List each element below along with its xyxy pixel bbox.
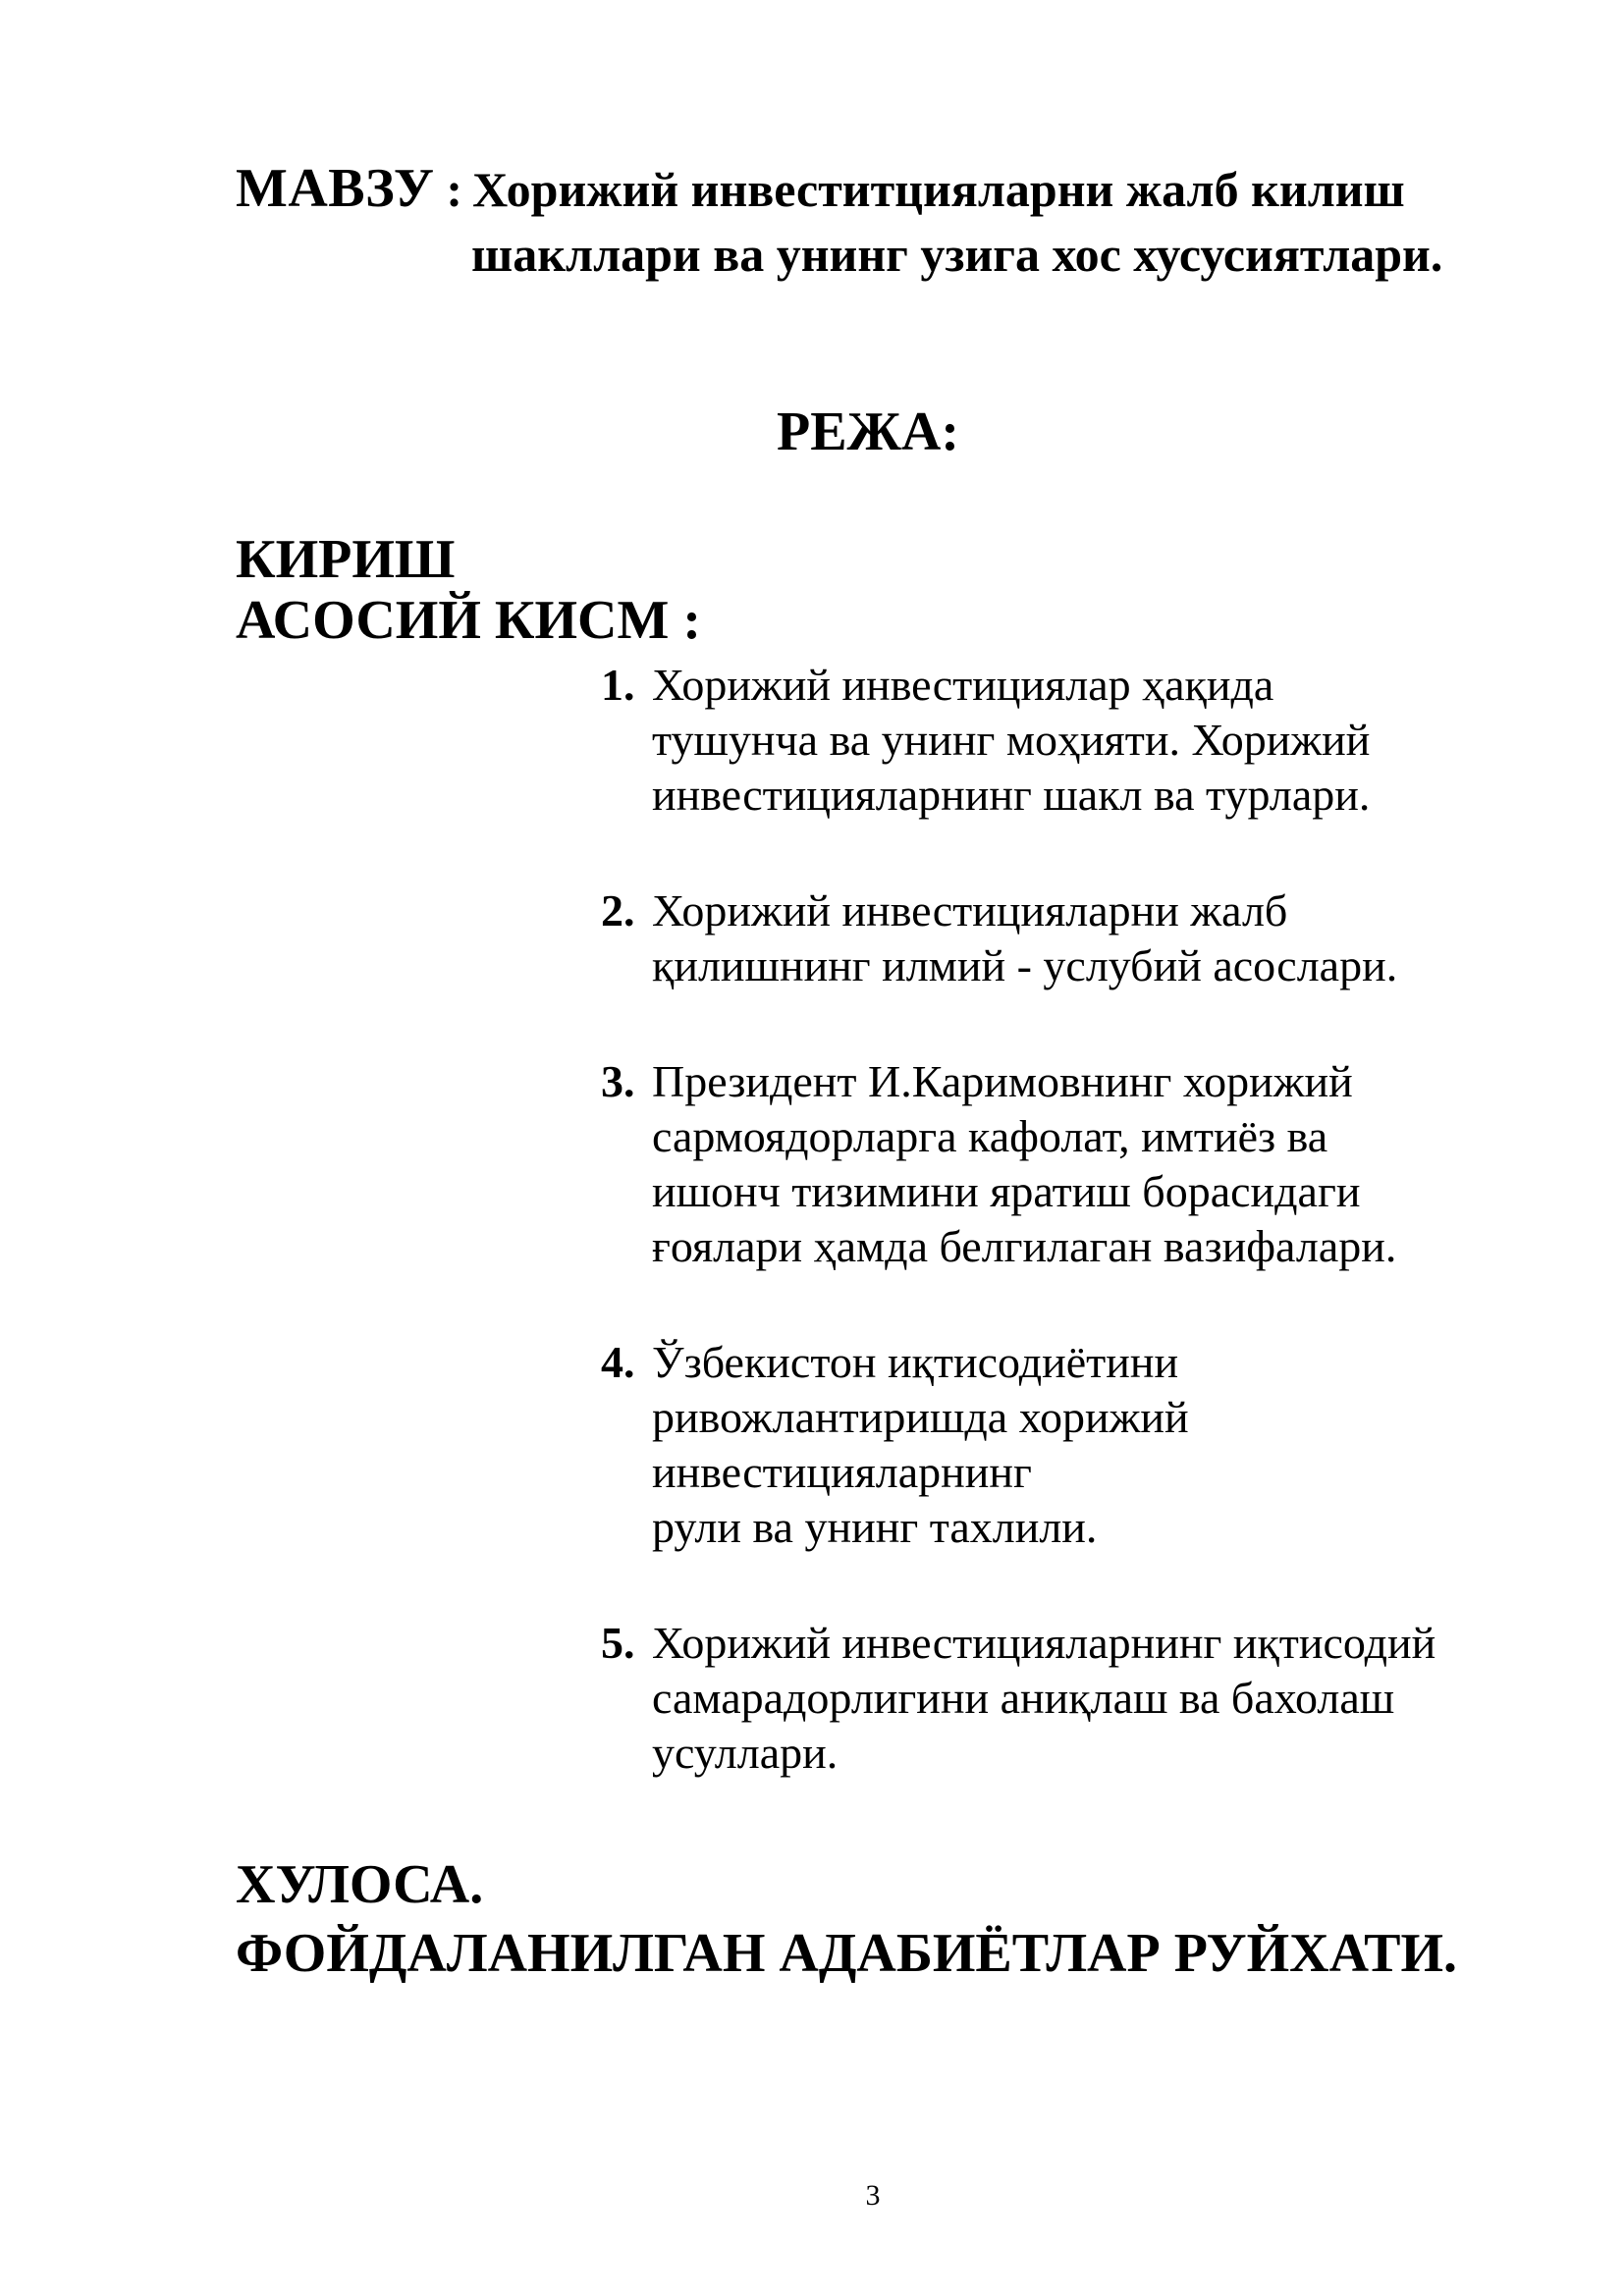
plan-item-text: Хорижий инвестицияларни жалб қилишнинг илмий - услубий асослари. — [652, 885, 1398, 990]
plan-item-number: 2. — [601, 885, 635, 935]
plan-heading: РЕЖА: — [776, 401, 960, 462]
plan-item — [601, 1054, 1583, 1274]
plan-item-number: 4. — [601, 1337, 635, 1387]
plan-item-text: Президент И.Каримовнинг хорижий сармоядорларга кафолат, имтиёз ва ишонч тизимини яратиш борасидаги ғоялари ҳамда белгилаган вазифалари. — [652, 1056, 1397, 1271]
plan-list — [601, 658, 1583, 1842]
plan-item — [601, 1335, 1583, 1555]
topic-line-1 — [236, 157, 1532, 220]
plan-item-number: 1. — [601, 660, 635, 710]
topic-block — [236, 157, 1532, 283]
topic-title-line-1: Хорижий инвеститцияларни жалб килиш — [472, 162, 1405, 217]
main-part-heading: АСОСИЙ КИСМ : — [236, 590, 702, 651]
plan-item-text: Ўзбекистон иқтисодиётини ривожлантиришда хорижий инвестицияларнинг рули ва унинг тахлили. — [652, 1337, 1189, 1552]
plan-item-number: 5. — [601, 1618, 635, 1668]
conclusion-heading: ХУЛОСА. — [236, 1854, 484, 1915]
topic-title-line-2: шакллари ва унинг узига хос хусусиятлари. — [471, 227, 1443, 282]
plan-item-text: Хорижий инвестицияларнинг иқтисодий самарадорлигини аниқлаш ва бахолаш усуллари. — [652, 1618, 1436, 1778]
plan-item — [601, 658, 1583, 823]
plan-item — [601, 1616, 1583, 1781]
page-number: 3 — [865, 2179, 881, 2212]
topic-separator: : — [446, 162, 463, 217]
intro-heading: КИРИШ — [236, 529, 456, 590]
plan-item-number: 3. — [601, 1056, 635, 1106]
plan-item-text: Хорижий инвестициялар ҳақида тушунча ва унинг моҳияти. Хорижий инвестицияларнинг шакл ва турлари. — [652, 660, 1371, 820]
references-heading: ФОЙДАЛАНИЛГАН АДАБИЁТЛАР РУЙХАТИ. — [236, 1923, 1458, 1984]
topic-label: МАВЗУ — [236, 158, 435, 219]
plan-item — [601, 883, 1583, 993]
